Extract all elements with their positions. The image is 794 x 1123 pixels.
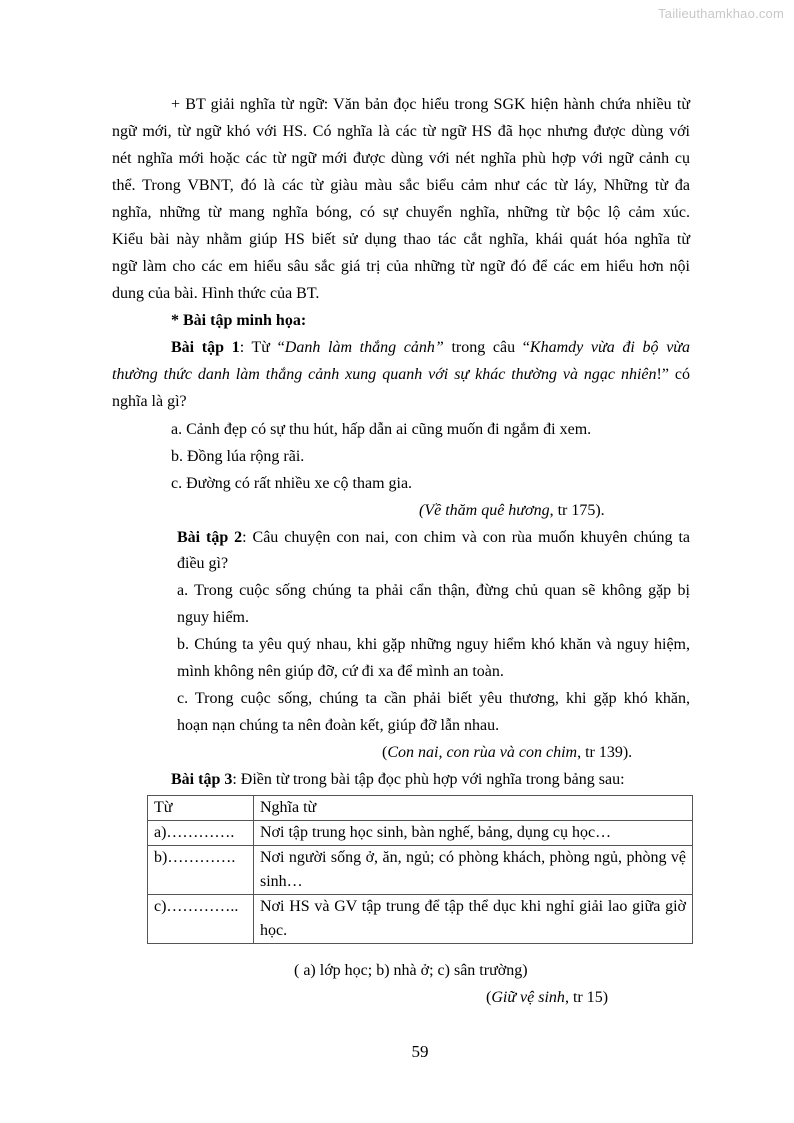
option-c: c. Đường có rất nhiều xe cộ tham gia. xyxy=(171,475,413,492)
option-b-cont: mình không nên giúp đỡ, cứ đi xa để mình an toàn. xyxy=(177,663,504,680)
option-b: b. Chúng ta yêu quý nhau, khi gặp những nguy hiểm khó khăn và nguy hiệm, xyxy=(177,636,690,653)
exercise-1-label: Bài tập 1 xyxy=(171,339,240,356)
text-line: Kiểu bài này nhằm giúp HS biết sử dụng thao tác cắt nghĩa, khái quát hóa nghĩa từ xyxy=(112,231,690,248)
table-row xyxy=(148,895,693,944)
text-line: ngữ mới, từ ngữ khó với HS. Có nghĩa là các từ ngữ HS đã học nhưng được dùng với xyxy=(112,123,690,140)
quote: Khamdy vừa đi bộ vừa xyxy=(529,339,691,356)
exercise-1-question-line xyxy=(171,338,690,358)
text-line: dung của bài. Hình thức của BT. xyxy=(112,285,320,302)
quote: thường thức danh làm thắng cảnh xung quanh với sự khác thường và ngạc nhiên xyxy=(112,366,657,383)
word-cell: a)…………. xyxy=(148,821,254,846)
text: ( xyxy=(382,744,388,761)
text: ( xyxy=(486,989,492,1006)
section-heading: * Bài tập minh họa: xyxy=(171,312,307,329)
exercise-3-source xyxy=(486,988,608,1008)
text: : Điền từ trong bài tập đọc phù hợp với nghĩa trong bảng sau: xyxy=(232,771,625,788)
source-title: (Về thăm quê hương xyxy=(419,502,550,519)
text-line: thể. Trong VBNT, đó là các từ giàu màu sắc biểu cảm như các từ láy, Những từ đa xyxy=(112,177,690,194)
option-a-cont: nguy hiểm. xyxy=(177,609,249,626)
table-row xyxy=(148,821,693,846)
exercise-1-question-line: nghĩa là gì? xyxy=(112,393,187,410)
table-row xyxy=(148,846,693,895)
term: Danh làm thắng cảnh” xyxy=(284,339,444,356)
option-a: a. Cảnh đẹp có sự thu hút, hấp dẫn ai cũng muốn đi ngắm đi xem. xyxy=(171,421,592,438)
header-cell: Nghĩa từ xyxy=(254,796,693,821)
watermark: Tailieuthamkhao.com xyxy=(658,6,784,21)
source-page: , tr 175). xyxy=(549,502,605,519)
exercise-2-source xyxy=(382,743,632,763)
text: trong câu “ xyxy=(443,339,530,356)
exercise-2-question-line xyxy=(177,528,690,548)
exercise-2-label: Bài tập 2 xyxy=(177,529,243,546)
exercise-3-answer: ( a) lớp học; b) nhà ở; c) sân trường) xyxy=(294,962,528,979)
word-cell: c)………….. xyxy=(148,895,254,944)
text-line: nghĩa, những từ mang nghĩa bóng, có sự chuyển nghĩa, những từ bộc lộ cảm xúc. xyxy=(112,204,690,221)
table-header-row xyxy=(148,796,693,821)
source-page: , tr 15) xyxy=(564,989,609,1006)
exercise-3-prompt xyxy=(171,770,625,790)
word-cell: b)…………. xyxy=(148,846,254,895)
exercise-1-source xyxy=(419,501,605,521)
text: : Câu chuyện con nai, con chim và con rùa muốn khuyên chúng ta xyxy=(242,529,690,546)
text: !” có xyxy=(656,366,691,383)
exercise-3-label: Bài tập 3 xyxy=(171,771,233,788)
meaning-cell: Nơi người sống ở, ăn, ngủ; có phòng khách, phòng ngủ, phòng vệ sinh… xyxy=(254,846,693,895)
text: : Từ “ xyxy=(239,339,285,356)
option-a: a. Trong cuộc sống chúng ta phải cẩn thận, đừng chủ quan sẽ không gặp bị xyxy=(177,582,690,599)
source-title: Giữ vệ sinh xyxy=(491,989,565,1006)
exercise-2-question-line: điều gì? xyxy=(177,555,229,572)
page-number: 59 xyxy=(411,1042,429,1061)
option-c: c. Trong cuộc sống, chúng ta cần phải biết yêu thương, khi gặp khó khăn, xyxy=(177,690,690,707)
meaning-cell: Nơi tập trung học sinh, bàn nghế, bảng, dụng cụ học… xyxy=(254,821,693,846)
source-title: Con nai, con rùa và con chim xyxy=(387,744,578,761)
text-line: ngữ làm cho các em hiểu sâu sắc giá trị của những từ ngữ đó để các em hiểu hơn nội xyxy=(112,258,690,275)
option-c-cont: hoạn nạn chúng ta nên đoàn kết, giúp đỡ lẫn nhau. xyxy=(177,717,500,734)
meaning-cell: Nơi HS và GV tập trung để tập thể dục khi nghỉ giải lao giữa giờ học. xyxy=(254,895,693,944)
header-cell: Từ xyxy=(148,796,254,821)
exercise-1-question-line xyxy=(112,365,690,385)
word-meaning-table xyxy=(147,795,693,944)
option-b: b. Đồng lúa rộng rãi. xyxy=(171,448,305,465)
source-page: , tr 139). xyxy=(577,744,633,761)
text-line: + BT giải nghĩa từ ngữ: Văn bản đọc hiểu trong SGK hiện hành chứa nhiều từ xyxy=(171,96,690,113)
text-line: nét nghĩa mới hoặc các từ ngữ mới được dùng với nét nghĩa phù hợp với ngữ cảnh cụ xyxy=(112,150,690,167)
